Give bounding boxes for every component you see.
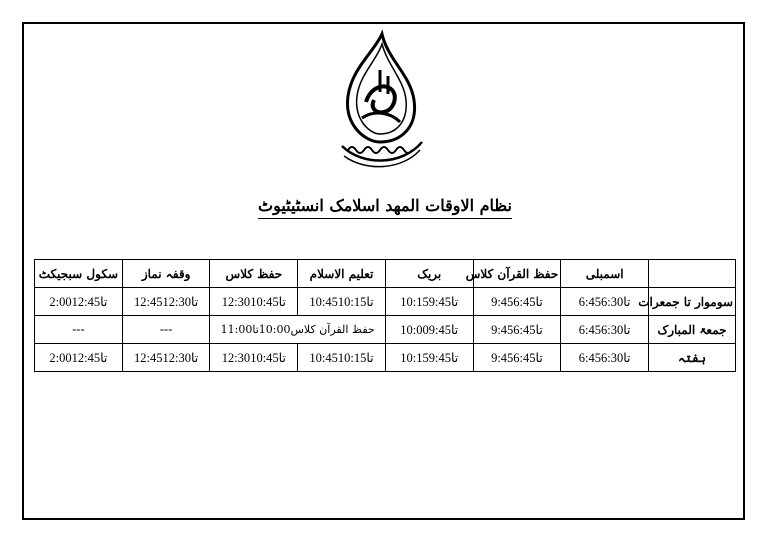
table-row <box>35 344 736 372</box>
table-cell: 10:15تا9:45 <box>385 288 473 316</box>
table-cell: 9:45تا6:45 <box>473 344 561 372</box>
column-header <box>649 260 736 288</box>
table-cell: 10:15تا9:45 <box>385 344 473 372</box>
table-cell: 12:30تا10:45 <box>210 288 298 316</box>
row-day-label: جمعۃ المبارک <box>649 316 736 344</box>
table-cell: 6:45تا6:30 <box>561 288 649 316</box>
column-header-hifz-quran: حفظ القرآن کلاس <box>473 260 561 288</box>
table-cell: 12:45تا12:30 <box>122 288 210 316</box>
institute-logo <box>322 30 432 170</box>
table-cell: 9:45تا6:45 <box>473 316 561 344</box>
timetable <box>34 259 736 372</box>
table-cell: --- <box>35 316 123 344</box>
table-cell: 6:45تا6:30 <box>561 344 649 372</box>
table-cell: 10:45تا10:15 <box>298 344 386 372</box>
column-header-break: بریک <box>385 260 473 288</box>
table-cell: 12:45تا12:30 <box>122 344 210 372</box>
column-header-assembly: اسمبلی <box>561 260 649 288</box>
table-header-row <box>35 260 736 288</box>
table-row <box>35 288 736 316</box>
table-cell-merged: حفظ القرآن کلاس10:00تا11:00 <box>210 316 385 344</box>
table-cell: 2:00تا12:45 <box>35 344 123 372</box>
table-cell: 10:45تا10:15 <box>298 288 386 316</box>
heading-underline <box>258 218 512 219</box>
timetable-heading: نظام الاوقات المهد اسلامک انسٹیٹیوٹ <box>258 196 512 215</box>
table-cell: 6:45تا6:30 <box>561 316 649 344</box>
row-day-label: سوموار تا جمعرات <box>649 288 736 316</box>
row-day-label: ہفتہ <box>649 344 736 372</box>
table-cell: 2:00تا12:45 <box>35 288 123 316</box>
table-row <box>35 316 736 344</box>
column-header-school-subject: سکول سبجیکٹ <box>35 260 123 288</box>
column-header-hifz-class: حفظ کلاس <box>210 260 298 288</box>
column-header-prayer-break: وقفہ نماز <box>122 260 210 288</box>
table-cell: 12:30تا10:45 <box>210 344 298 372</box>
table-cell: 10:00تا9:45 <box>385 316 473 344</box>
table-cell: --- <box>122 316 210 344</box>
table-cell: 9:45تا6:45 <box>473 288 561 316</box>
column-header-taleem-islam: تعلیم الاسلام <box>298 260 386 288</box>
